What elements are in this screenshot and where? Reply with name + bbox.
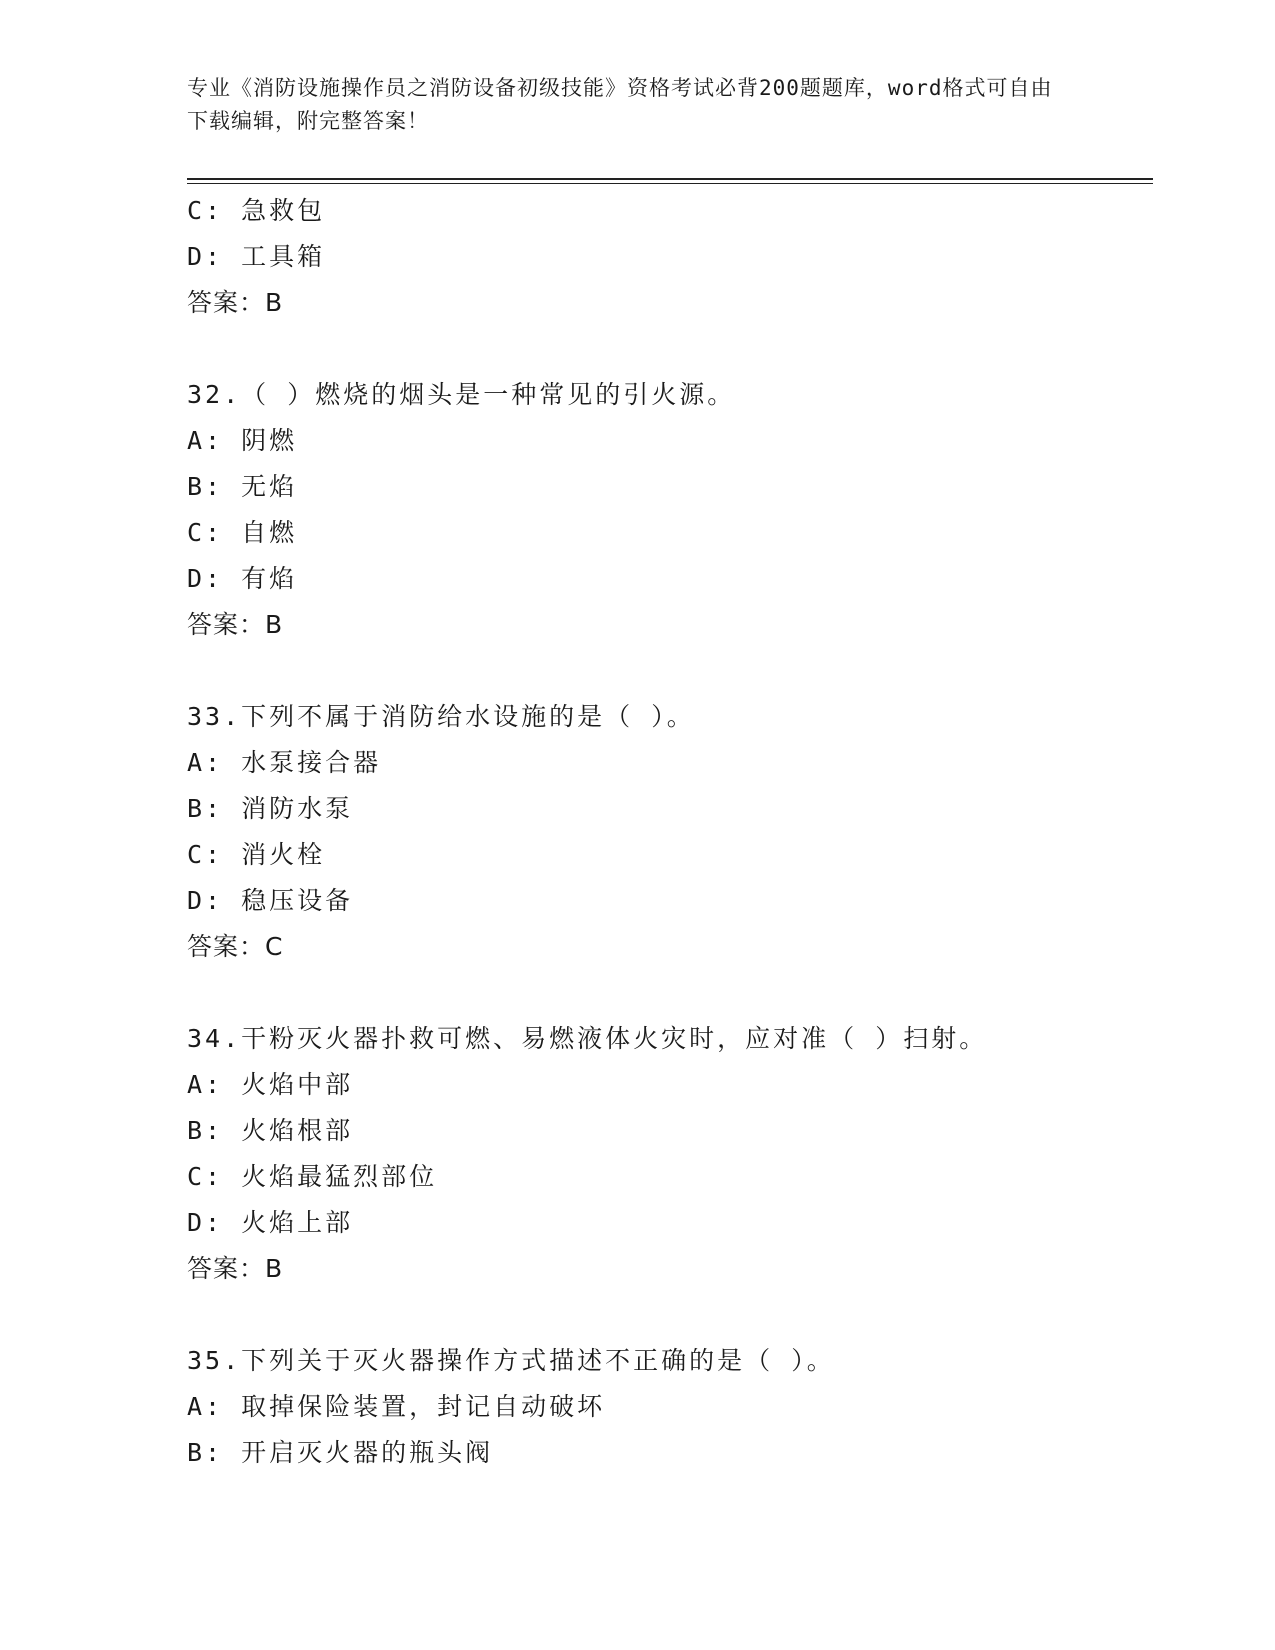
option-line xyxy=(187,510,1153,556)
option-text: 开启灭火器的瓶头阀 xyxy=(241,1438,494,1467)
question-stem: 32.（ ）燃烧的烟头是一种常见的引火源。 xyxy=(187,380,736,409)
option-label: C: xyxy=(187,196,224,225)
option-line xyxy=(187,234,1153,280)
document-body xyxy=(187,188,1153,1476)
option-text: 稳压设备 xyxy=(241,886,354,915)
option-label: C: xyxy=(187,840,224,869)
option-text: 火焰上部 xyxy=(241,1208,354,1237)
option-label: A: xyxy=(187,1070,224,1099)
question-gap xyxy=(187,970,1153,1016)
question-gap xyxy=(187,648,1153,694)
question-gap xyxy=(187,1292,1153,1338)
option-line xyxy=(187,188,1153,234)
option-text: 自燃 xyxy=(241,518,298,547)
option-label: B: xyxy=(187,1438,224,1467)
option-label: A: xyxy=(187,1392,224,1421)
option-line xyxy=(187,1108,1153,1154)
option-text: 阴燃 xyxy=(241,426,298,455)
option-line xyxy=(187,740,1153,786)
option-text: 水泵接合器 xyxy=(241,748,382,777)
option-label: A: xyxy=(187,426,224,455)
option-label: A: xyxy=(187,748,224,777)
option-text: 火焰最猛烈部位 xyxy=(241,1162,438,1191)
option-label: D: xyxy=(187,242,224,271)
option-line xyxy=(187,786,1153,832)
option-text: 火焰根部 xyxy=(241,1116,354,1145)
option-text: 工具箱 xyxy=(241,242,326,271)
option-label: D: xyxy=(187,564,224,593)
option-line xyxy=(187,418,1153,464)
answer-line: 答案：C xyxy=(187,932,284,961)
option-text: 无焰 xyxy=(241,472,298,501)
question-stem: 33.下列不属于消防给水设施的是（ ）。 xyxy=(187,702,695,731)
option-text: 取掉保险装置，封记自动破坏 xyxy=(241,1392,606,1421)
question-gap xyxy=(187,326,1153,372)
option-label: D: xyxy=(187,886,224,915)
option-text: 急救包 xyxy=(241,196,326,225)
option-line xyxy=(187,1200,1153,1246)
option-label: D: xyxy=(187,1208,224,1237)
document-header: 专业《消防设施操作员之消防设备初级技能》资格考试必背200题题库，word格式可自由下载编辑，附完整答案！ xyxy=(187,76,1053,133)
option-text: 火焰中部 xyxy=(241,1070,354,1099)
header-divider xyxy=(187,178,1153,184)
option-line xyxy=(187,832,1153,878)
answer-line: 答案：B xyxy=(187,610,284,639)
option-line xyxy=(187,1430,1153,1476)
answer-line: 答案：B xyxy=(187,1254,284,1283)
option-label: C: xyxy=(187,1162,224,1191)
question-stem: 34.干粉灭火器扑救可燃、易燃液体火灾时，应对准（ ）扫射。 xyxy=(187,1024,988,1053)
option-text: 有焰 xyxy=(241,564,298,593)
option-line xyxy=(187,1154,1153,1200)
option-line xyxy=(187,1062,1153,1108)
option-label: B: xyxy=(187,1116,224,1145)
question-stem: 35.下列关于灭火器操作方式描述不正确的是（ ）。 xyxy=(187,1346,835,1375)
answer-line: 答案：B xyxy=(187,288,284,317)
option-label: B: xyxy=(187,794,224,823)
option-line xyxy=(187,464,1153,510)
option-line xyxy=(187,1384,1153,1430)
option-line xyxy=(187,556,1153,602)
option-text: 消火栓 xyxy=(241,840,326,869)
option-text: 消防水泵 xyxy=(241,794,354,823)
option-line xyxy=(187,878,1153,924)
option-label: B: xyxy=(187,472,224,501)
option-label: C: xyxy=(187,518,224,547)
